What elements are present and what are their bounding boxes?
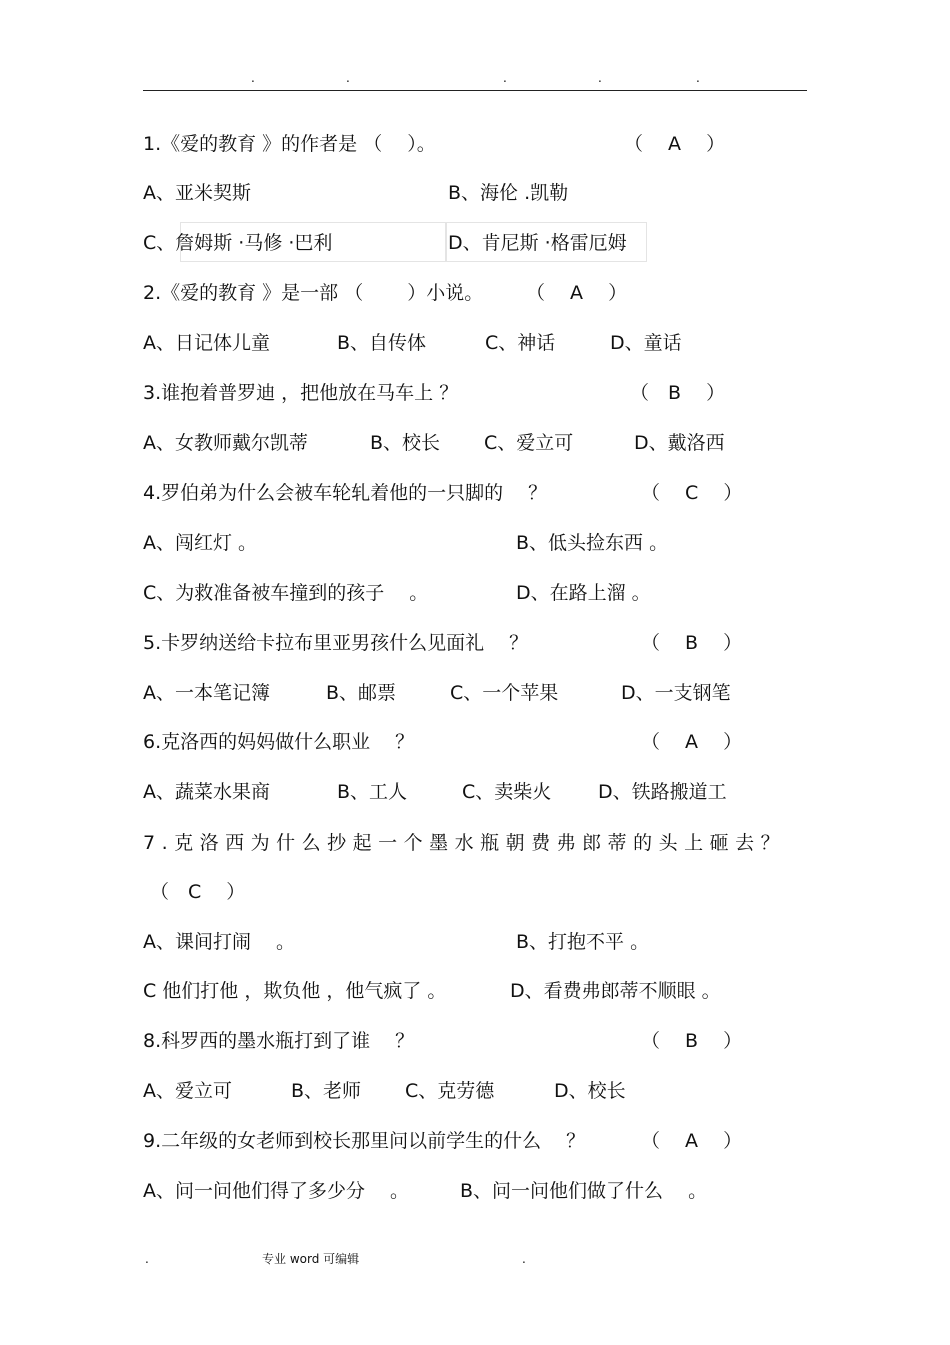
question-9-answer: （ A ） [641,1130,743,1152]
question-7-option-d: D、看费弗郎蒂不顺眼 。 [510,980,721,1002]
question-3-option-b: B、校长 [370,432,441,454]
question-8-option-b: B、老师 [291,1080,362,1102]
question-2-stem: 2.《爱的教育 》是一部 （ ）小说。 [143,282,484,304]
question-5-option-b: B、邮票 [326,682,397,704]
header-dot: . [598,71,602,85]
footer-text: 专业 word 可编辑 [262,1252,360,1266]
question-6-option-c: C、卖柴火 [462,781,552,803]
question-5-option-d: D、一支钢笔 [621,682,731,704]
question-4-option-c: C、为救准备被车撞到的孩子 。 [143,582,429,604]
question-7-stem: 7.克洛西为什么抄起一个墨水瓶朝费弗郎蒂的头上砸去？ [143,832,787,854]
question-6-answer: （ A ） [641,731,743,753]
question-1-option-d: D、肯尼斯 ·格雷厄姆 [448,232,627,254]
question-1-option-c: C、詹姆斯 ·马修 ·巴利 [143,232,333,254]
question-7-answer: （ C ） [150,881,246,903]
question-6-stem: 6.克洛西的妈妈做什么职业 ？ [143,731,415,753]
question-2-option-c: C、神话 [485,332,556,354]
question-4-answer: （ C ） [641,482,743,504]
question-5-option-c: C、一个苹果 [450,682,559,704]
question-4-option-d: D、在路上溜 。 [516,582,651,604]
question-5-option-a: A、一本笔记簿 [143,682,270,704]
question-8-option-d: D、校长 [554,1080,626,1102]
question-5-answer: （ B ） [641,632,743,654]
question-4-stem: 4.罗伯弟为什么会被车轮轧着他的一只脚的 ？ [143,482,548,504]
question-2-option-d: D、童话 [610,332,682,354]
question-9-option-a: A、问一问他们得了多少分 。 [143,1180,410,1202]
question-2-answer: （ A ） [526,282,628,304]
header-dot: . [346,71,350,85]
header-dot: . [503,71,507,85]
footer-dot-right: . [522,1252,526,1266]
question-8-option-c: C、克劳德 [405,1080,495,1102]
question-9-option-b: B、问一问他们做了什么 。 [460,1180,708,1202]
question-3-option-d: D、戴洛西 [634,432,725,454]
question-8-stem: 8.科罗西的墨水瓶打到了谁 ？ [143,1030,415,1052]
header-rule [143,90,807,91]
question-1-answer: （ A ） [624,133,726,155]
question-4-option-b: B、低头捡东西 。 [516,532,669,554]
question-1-option-a: A、亚米契斯 [143,182,251,204]
question-3-option-c: C、爱立可 [484,432,574,454]
question-2-option-b: B、自传体 [337,332,427,354]
question-8-option-a: A、爱立可 [143,1080,232,1102]
question-3-option-a: A、女教师戴尔凯蒂 [143,432,308,454]
question-5-stem: 5.卡罗纳送给卡拉布里亚男孩什么见面礼 ？ [143,632,529,654]
question-9-stem: 9.二年级的女老师到校长那里问以前学生的什么 ？ [143,1130,586,1152]
question-8-answer: （ B ） [641,1030,743,1052]
header-dot: . [251,71,255,85]
question-7-option-a: A、课间打闹 。 [143,931,296,953]
question-4-option-a: A、闯红灯 。 [143,532,258,554]
question-6-option-b: B、工人 [337,781,408,803]
question-3-answer: （ B ） [630,382,726,404]
question-2-option-a: A、日记体儿童 [143,332,270,354]
header-dot: . [696,71,700,85]
question-1-option-b: B、海伦 .凯勒 [448,182,569,204]
question-6-option-d: D、铁路搬道工 [598,781,727,803]
question-7-option-c: C 他们打他 ，欺负他 ，他气疯了 。 [143,980,447,1002]
question-1-stem: 1.《爱的教育 》的作者是 （ ）。 [143,133,436,155]
question-6-option-a: A、蔬菜水果商 [143,781,270,803]
question-3-stem: 3.谁抱着普罗迪 ，把他放在马车上 ？ [143,382,459,404]
footer-dot-left: . [145,1252,149,1266]
question-7-option-b: B、打抱不平 。 [516,931,650,953]
